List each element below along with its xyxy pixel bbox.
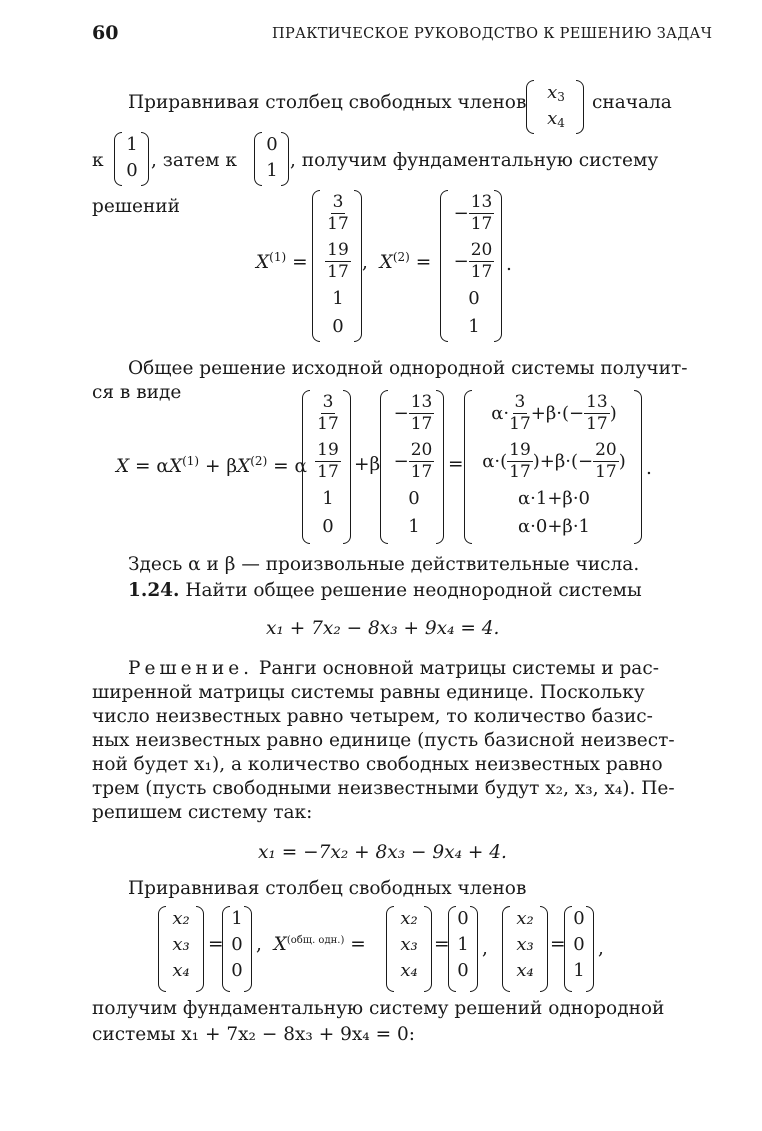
x-general-label: , $X^{(общ. одн.)}$ =: [256, 934, 366, 955]
task-number: 1.24.: [128, 580, 180, 601]
gs-vector-X1: $\frac{3}{17}$ $\frac{19}{17}$ 1 0: [317, 391, 339, 537]
free-column-x3-x4: $x_3$ $x_4$: [547, 82, 565, 130]
running-title: ПРАКТИЧЕСКОЕ РУКОВОДСТВО К РЕШЕНИЮ ЗАДАЧ: [272, 26, 713, 42]
bracket-right: [540, 906, 548, 992]
p1-line2-then: , затем к: [151, 150, 237, 171]
equals: =: [550, 934, 566, 955]
bracket-right: [576, 80, 584, 134]
x-column: x₂ x₃ x₄: [516, 908, 534, 981]
p4-line4: ных неизвестных равно единице (пусть базисной неизвест-: [92, 730, 675, 751]
e3-vector: 0 0 1: [573, 908, 585, 981]
p4-line7: репишем систему так:: [92, 802, 313, 823]
page-number: 60: [92, 22, 119, 44]
p3-line1: Здесь α и β — произвольные действительные числа.: [128, 554, 640, 575]
p5-line2: получим фундаментальную систему решений однородной: [92, 998, 665, 1019]
bracket-left: [526, 80, 534, 134]
p2-line1: Общее решение исходной однородной системы получит-: [128, 358, 688, 379]
vector-1-0: 1 0: [126, 134, 138, 181]
equation-2: x₁ = −7x₂ + 8x₃ − 9x₄ + 4.: [258, 842, 507, 863]
period: .: [646, 458, 652, 479]
p4-line1: Решение. Ранги основной матрицы системы и рас-: [128, 658, 659, 679]
general-solution-lhs: $X = \alpha X^{(1)} + \beta X^{(2)} = \alpha$: [116, 454, 308, 477]
bracket-right: [244, 906, 252, 992]
bracket-right: [494, 190, 502, 342]
bracket-right: [343, 390, 351, 544]
p1-line1-b: сначала: [592, 92, 672, 113]
x-column: x₂ x₃ x₄: [400, 908, 418, 981]
bracket-left: [440, 190, 448, 342]
e1-vector: 1 0 0: [231, 908, 243, 981]
bracket-left: [254, 132, 262, 186]
bracket-right: [470, 906, 478, 992]
equals: =: [448, 454, 464, 475]
equals: =: [208, 934, 224, 955]
bracket-left: [464, 390, 472, 544]
p1-line3: решений: [92, 196, 180, 217]
bracket-left: [380, 390, 388, 544]
bracket-right: [354, 190, 362, 342]
e2-vector: 0 1 0: [457, 908, 469, 981]
bracket-right: [424, 906, 432, 992]
comma: ,: [482, 938, 488, 959]
vector-X1: $\frac{3}{17}$ $\frac{19}{17}$ 1 0: [327, 191, 349, 337]
vector-0-1: 0 1: [266, 134, 278, 181]
p2-line2: ся в виде: [92, 382, 182, 403]
bracket-right: [141, 132, 149, 186]
x2-label: , $X^{(2)}$ =: [362, 250, 432, 273]
p4-line5: ной будет x₁), а количество свободных неизвестных равно: [92, 754, 663, 775]
x-column: x₂ x₃ x₄: [172, 908, 190, 981]
bracket-right: [196, 906, 204, 992]
p4-line6: трем (пусть свободными неизвестными будут x₂, x₃, x₄). Пе-: [92, 778, 675, 799]
task-1-24: 1.24. Найти общее решение неоднородной системы: [128, 580, 642, 601]
bracket-left: [114, 132, 122, 186]
plus-beta: +β: [354, 454, 381, 475]
bracket-right: [436, 390, 444, 544]
gs-vector-X2: − $\frac{13}{17}$ − $\frac{20}{17}$ 0 1: [393, 391, 433, 537]
bracket-right: [281, 132, 289, 186]
p5-line1: Приравнивая столбец свободных членов: [128, 878, 527, 899]
p1-line1-a: Приравнивая столбец свободных членов: [128, 92, 527, 113]
vector-X2: − $\frac{13}{17}$ − $\frac{20}{17}$ 0 1: [453, 191, 493, 337]
comma: ,: [598, 938, 604, 959]
bracket-left: [502, 906, 510, 992]
p5-line3: системы x₁ + 7x₂ − 8x₃ + 9x₄ = 0:: [92, 1024, 415, 1045]
bracket-left: [386, 906, 394, 992]
bracket-right: [586, 906, 594, 992]
equation-1: x₁ + 7x₂ − 8x₃ + 9x₄ = 4.: [266, 618, 500, 639]
p4-line2: ширенной матрицы системы равны единице. Поскольку: [92, 682, 645, 703]
bracket-right: [634, 390, 642, 544]
p1-line2-rest: , получим фундаментальную систему: [290, 150, 659, 171]
x1-label: $X^{(1)}$ =: [256, 250, 308, 273]
equals: =: [434, 934, 450, 955]
p1-line2-k: к: [92, 150, 104, 171]
period: .: [506, 254, 512, 275]
gs-combined-vector: α· $\frac{3}{17}$ +β·(− $\frac{13}{17}$ ) α·( $\frac{19}{17}$ )+β·(− $\frac{20}{17}$ ) α·1+β·0 α·0+β·1: [482, 391, 626, 537]
bracket-left: [158, 906, 166, 992]
p4-line3: число неизвестных равно четырем, то количество базис-: [92, 706, 653, 727]
